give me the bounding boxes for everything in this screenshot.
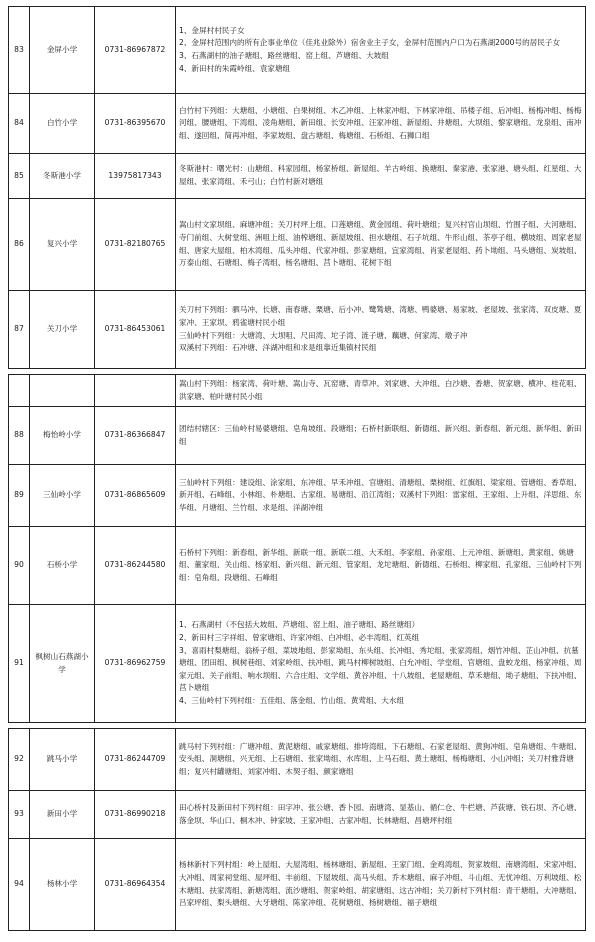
phone-number: 0731-86244580 <box>95 527 176 605</box>
row-number: 94 <box>9 839 30 931</box>
enrollment-area <box>176 527 586 605</box>
enrollment-area <box>176 407 586 465</box>
phone-number: 0731-86964354 <box>95 839 176 931</box>
phone-number <box>95 375 176 407</box>
table-row <box>9 465 586 527</box>
school-name: 枫树山石燕湖小学 <box>30 605 95 723</box>
table-row <box>9 729 586 791</box>
area-line: 4、三仙岭村下列村组：五佳组、落金组、竹山组、黄莺组、大水组 <box>179 695 405 705</box>
phone-number: 0731-86453061 <box>95 291 176 369</box>
school-name: 杨林小学 <box>30 839 95 931</box>
enrollment-area <box>176 199 586 291</box>
table-row <box>9 154 586 199</box>
row-number: 91 <box>9 605 30 723</box>
area-line: 2、金屏村范围内的所有企事业单位（佳兆业除外）宿舍业主子女，金屏村范围内户口为石燕湖2000号的居民子女 <box>179 38 561 48</box>
phone-number: 0731-86865609 <box>95 465 176 527</box>
table-row <box>9 527 586 605</box>
school-name: 新田小学 <box>30 791 95 839</box>
phone-number: 0731-86395670 <box>95 94 176 154</box>
row-number <box>9 375 30 407</box>
area-line: 跳马村下列村组：广塘冲组、黄泥塘组、戚家塘组、排垮湾组、下石塘组、石家老屋组、黄狗冲组、皂角塘组、牛塘组、安头组、洞塘组、兴无组、上石塘组、张家坳组、水库组、上马石组、黄土塘组、杨梅塘组、小山冲组；关刀村雅背塘组；复兴村罐塘组、刘家冲组、木契子组、颜家塘组 <box>179 741 582 776</box>
row-number: 90 <box>9 527 30 605</box>
district-table-part-1 <box>8 6 586 369</box>
phone-number: 0731-86244709 <box>95 729 176 791</box>
school-name: 梅怡岭小学 <box>30 407 95 465</box>
table-row <box>9 839 586 931</box>
row-number: 89 <box>9 465 30 527</box>
enrollment-area <box>176 729 586 791</box>
area-line: 2、新田村三字祥组、曾家塘组、许家冲组、白冲组、必丰湾组、红英组 <box>179 633 420 643</box>
phone-number: 0731-82180765 <box>95 199 176 291</box>
area-line: 1、金屏村村民子女 <box>179 25 245 35</box>
table-row <box>9 7 586 94</box>
school-name: 金屏小学 <box>30 7 95 94</box>
school-name: 冬斯港小学 <box>30 154 95 199</box>
table-row <box>9 375 586 407</box>
school-name: 跳马小学 <box>30 729 95 791</box>
row-number: 84 <box>9 94 30 154</box>
enrollment-area <box>176 7 586 94</box>
table-row <box>9 291 586 369</box>
phone-number: 0731-86366847 <box>95 407 176 465</box>
phone-number: 0731-86990218 <box>95 791 176 839</box>
school-name: 石桥小学 <box>30 527 95 605</box>
area-line: 三仙岭村下列组：大塘湾、大坝咀、尺田湾、坨子湾、涟子塘、藕塘、何家湾、墩子冲 <box>179 330 468 340</box>
area-line: 3、石燕湖村的油子塘组、路丝塘组、窑上组、芦塘组、大坡组 <box>179 51 389 60</box>
school-district-table-page <box>8 6 586 931</box>
enrollment-area <box>176 154 586 199</box>
table-row <box>9 791 586 839</box>
area-line: 4、新田村的朱霞岭组、袁家塘组 <box>179 63 291 73</box>
district-table-part-3 <box>8 728 586 931</box>
enrollment-area <box>176 291 586 369</box>
area-line: 嵩山村下列组：杨家湾、荷叶塘、嵩山寺、瓦窑塘、青草冲、刘家塘、大冲组、白沙塘、香塘、贺家塘、横冲、桂花咀、洪家塘、柏叶塘村民小组 <box>179 378 582 401</box>
enrollment-area <box>176 605 586 723</box>
table-row <box>9 199 586 291</box>
enrollment-area <box>176 791 586 839</box>
area-line: 双溪村下列组：石冲塘、洋湖冲组和求是组靠近集镇村民组 <box>179 343 377 353</box>
school-name: 复兴小学 <box>30 199 95 291</box>
row-number: 93 <box>9 791 30 839</box>
row-number: 92 <box>9 729 30 791</box>
school-name: 白竹小学 <box>30 94 95 154</box>
area-line: 关刀村下列组：驷马冲、长塘、南春塘、栗塘、后小冲、鹭鸶塘、湾塘、鸭婆塘、易家坡、老屋坡、张家湾、双皮塘、夏家冲、王家坝、鸦雀塘村民小组 <box>179 305 582 327</box>
area-line: 团结村辖区：三仙岭村易婆塘组、皂角坡组、段塘组；石桥村新联组、新德组、新兴组、新春组、新元组、新华组、新田组 <box>179 423 582 446</box>
table-row <box>9 605 586 723</box>
row-number: 86 <box>9 199 30 291</box>
phone-number: 0731-86967872 <box>95 7 176 94</box>
enrollment-area <box>176 465 586 527</box>
area-line: 田心桥村及新田村下列村组：田字冲、张公塘、香卜园、南塘湾、显基山、循仁仓、牛栏塘、芦荻塘、铁石坝、齐心塘、落金坝、华山口、桐木冲、钟家坡、王家冲组、古家冲组、长林塘组、昌塘坪村组 <box>179 802 582 825</box>
district-table-part-2 <box>8 374 586 723</box>
row-number: 88 <box>9 407 30 465</box>
enrollment-area <box>176 375 586 407</box>
area-line: 三仙岭村下列组：建设组、涂家组、东冲组、早禾冲组、官塘组、清塘组、栗树组、红旗组、梁家组、管塘组、香草组、新开组、石峰组、小林组、朴塘组、古家组、易塘组、沿江湾组；双溪村下列组：雷家组、王家组、上升组、洋思组、东华组、月塘组、兰竹组、求是组、洋湖冲组 <box>179 477 582 512</box>
row-number: 83 <box>9 7 30 94</box>
area-line: 1、石燕湖村（不包括大坡组、芦塘组、窑上组、油子塘组、路丝塘组） <box>179 620 420 630</box>
table-row <box>9 407 586 465</box>
area-line: 石桥村下列组：新春组、新华组、新联一组、新联二组、大禾组、李家组、孙家组、上元冲组、新塘组、黄家组、姚塘组、董家组、关山组、杨家组、新兴组、新元组、管家组、龙坨塘组、新德组、石桥组、柳家组、孔家组、三仙岭村下列组：皂角组、段塘组、石峰组 <box>179 547 582 582</box>
phone-number: 0731-86962759 <box>95 605 176 723</box>
area-line: 嵩山村文家坝组、麻塘冲组；关刀村坪上组、口莲塘组、黄金园组、荷叶塘组；复兴村官山坝组、竹围子组、大河塘组、寺门前组、大树堂组、洲咀上组、油榨塘组、新屋坡组、担水塘组、石子坑组、牛形山组、茶亭子组、横坡组、周家老屋组、唐家大屋组、柏木湾组、瓜头冲组、代家冲组、彭家塘组、宜家湾组、肖家老屋组、药卜坳组、马头塘组、炭坡组、万泰山组、石塘组、梅子湾组、杨名塘组、莒卜塘组、花树下组 <box>179 220 582 268</box>
enrollment-area <box>176 94 586 154</box>
table-row <box>9 94 586 154</box>
school-name <box>30 375 95 407</box>
enrollment-area <box>176 839 586 931</box>
area-line: 白竹村下列组：大塘组、小塘组、白果树组、木乙冲组、上林家冲组、下林家冲组、吊楼子组、后冲组、杨梅冲组、杨梅河组、腰塘组、下湾组、凌角塘组、新田组、长安冲组、汪家冲组、新屋组、井塘组、大坝组、黎家塘组、龙泉组、南冲组、遂回组、简再冲组、李家坡组、盘古塘组、梅塘组、石桥组、石狮口组 <box>179 105 582 140</box>
row-number: 87 <box>9 291 30 369</box>
row-number: 85 <box>9 154 30 199</box>
area-line: 杨林新村下列村组：岭上屋组、大屋湾组、杨林塘组、新屋组、王家门组、金鸡湾组、贺家坡组、南塘湾组、宋家冲组、大冲组、周家祠堂组、屋坪组、丰前组、下屋坡组、高马头组、乔木塘组、麻子冲组、斗山组、无忧冲组、万利坡组、松木塘组、扶家湾组、新塘湾组、流沙塘组、贺家岭组、胡家塘组、这古冲组；关刀新村下列村组：青干塘组、大冲塘组、吕家坪组、梨头塘组、大牙塘组、陈家冲组、花树塘组、杨树塘组、福子塘组 <box>179 860 582 908</box>
area-line: 3、喜雨村梨塘组、翁桥子组、菜坡地组、彭家坳组、东头组、长冲组、秀坨组、张家湾组、烟竹冲组、芷山冲组、抗墓塘组、团田组、枫树巷组、刘家岭组、扶冲组、跳马村柳树坡组、白允冲组、学堂组、官塘组、盘蛟龙组、杨家冲组、周家元组、关子前组、响水坝组、六合庄组、文学组、黄谷冲组、十八坡组、老屋塘组、草禾塘组、坳子塘组、下扶冲组、莒卜塘组 <box>179 645 582 693</box>
school-name: 关刀小学 <box>30 291 95 369</box>
phone-number: 13975817343 <box>95 154 176 199</box>
school-name: 三仙岭小学 <box>30 465 95 527</box>
area-line: 冬斯港村：曙光村：山塘组、科家园组、杨家桥组、新屋组、羊古岭组、换塘组、秦家港、张家港、塘头组、红星组、大屋组、张家湾组、禾弓山；白竹村新对塘组 <box>179 164 582 186</box>
